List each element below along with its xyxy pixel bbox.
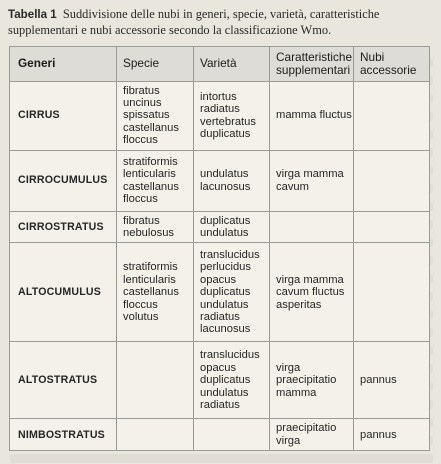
varieta-item: lacunosus — [200, 180, 251, 193]
varieta-item: perlucidus — [200, 261, 251, 274]
table-caption-label: Tabella 1 — [8, 8, 57, 21]
cell-nubi-accessorie — [354, 419, 430, 451]
varieta-item: translucidus — [200, 349, 260, 362]
table-body — [10, 81, 430, 451]
specie-item: castellanus — [123, 286, 179, 299]
specie-item: volutus — [123, 311, 159, 324]
caratteristiche-item: praecipitatio — [276, 374, 337, 387]
cell-genere — [10, 419, 117, 451]
header-caratteristiche-line-2: supplementari — [276, 62, 351, 77]
genere-label: ALTOSTRATUS — [18, 374, 98, 387]
genere-label: NIMBOSTRATUS — [18, 428, 105, 441]
specie-item: stratiformis — [123, 261, 178, 274]
caratteristiche-item: virga — [276, 434, 301, 447]
table-row — [10, 211, 430, 243]
specie-item: floccus — [123, 298, 158, 311]
table-row — [10, 150, 430, 211]
header-generi-label: Generi — [18, 56, 56, 71]
cell-caratteristiche — [270, 243, 354, 342]
caratteristiche-item: asperitas — [276, 298, 322, 311]
cell-specie — [117, 81, 194, 150]
cell-varieta — [194, 419, 270, 451]
varieta-item: duplicatus — [200, 286, 251, 299]
cell-caratteristiche — [270, 211, 354, 243]
varieta-item: undulatus — [200, 168, 249, 181]
genere-label: CIRROSTRATUS — [18, 220, 104, 233]
cell-genere — [10, 342, 117, 419]
cloud-classification-table — [9, 46, 430, 451]
header-specie-label: Specie — [123, 56, 160, 71]
caratteristiche-item: virga mamma — [276, 273, 344, 286]
caratteristiche-item: cavum — [276, 180, 309, 193]
caratteristiche-item: cavum fluctus — [276, 286, 345, 299]
specie-item: lenticularis — [123, 168, 176, 181]
header-varieta-label: Varietà — [200, 56, 237, 71]
header-varieta — [194, 47, 270, 82]
caratteristiche-item: mamma fluctus — [276, 109, 352, 122]
specie-item: nebulosus — [123, 227, 175, 240]
cell-varieta — [194, 211, 270, 243]
table-header-row — [10, 47, 430, 82]
varieta-item: translucidus — [200, 249, 260, 262]
header-generi — [10, 47, 117, 82]
varieta-item: intortus — [200, 90, 237, 103]
header-caratteristiche-line-1: Caratteristiche — [276, 50, 353, 64]
cell-caratteristiche — [270, 150, 354, 211]
varieta-item: radiatus — [200, 311, 240, 324]
cell-nubi-accessorie — [354, 243, 430, 342]
table-row — [10, 81, 430, 150]
specie-item: floccus — [123, 134, 158, 147]
table-row — [10, 243, 430, 342]
header-nubi-line-1: Nubi — [360, 50, 385, 64]
varieta-item: undulatus — [200, 227, 249, 240]
specie-item: castellanus — [123, 121, 179, 134]
varieta-item: undulatus — [200, 298, 249, 311]
cell-caratteristiche — [270, 419, 354, 451]
varieta-item: radiatus — [200, 399, 240, 412]
varieta-item: undulatus — [200, 386, 249, 399]
cell-varieta — [194, 81, 270, 150]
cell-genere — [10, 150, 117, 211]
table-row — [10, 419, 430, 451]
table-caption-text: Suddivisione delle nubi in generi, specie, varietà, caratteristiche supplementari e nubi accessorie secondo la classificazione Wmo. — [8, 7, 380, 37]
cell-caratteristiche — [270, 342, 354, 419]
specie-item: floccus — [123, 193, 158, 206]
cell-genere — [10, 211, 117, 243]
cell-specie — [117, 419, 194, 451]
specie-item: fibratus — [123, 84, 160, 97]
header-nubi-accessorie — [354, 47, 430, 82]
specie-item: spissatus — [123, 109, 170, 122]
specie-item: stratiformis — [123, 155, 178, 168]
specie-item: fibratus — [123, 214, 160, 227]
varieta-item: opacus — [200, 273, 237, 286]
header-nubi-line-2: accessorie — [360, 62, 417, 77]
varieta-item: radiatus — [200, 103, 240, 116]
cell-caratteristiche — [270, 81, 354, 150]
cell-genere — [10, 81, 117, 150]
cell-specie — [117, 211, 194, 243]
caratteristiche-item: virga — [276, 361, 301, 374]
cell-varieta — [194, 150, 270, 211]
nubi-accessorie-item: pannus — [360, 428, 397, 441]
nubi-accessorie-item: pannus — [360, 374, 397, 387]
table-row — [10, 342, 430, 419]
varieta-item: duplicatus — [200, 374, 251, 387]
genere-label: ALTOCUMULUS — [18, 286, 102, 299]
varieta-item: duplicatus — [200, 128, 251, 141]
specie-item: castellanus — [123, 180, 179, 193]
cell-nubi-accessorie — [354, 342, 430, 419]
cell-specie — [117, 243, 194, 342]
header-specie — [117, 47, 194, 82]
varieta-item: lacunosus — [200, 323, 251, 336]
cell-varieta — [194, 342, 270, 419]
cell-nubi-accessorie — [354, 81, 430, 150]
caratteristiche-item: praecipitatio — [276, 422, 337, 435]
specie-item: lenticularis — [123, 273, 176, 286]
caratteristiche-item: mamma — [276, 386, 317, 399]
caratteristiche-item: virga mamma — [276, 168, 344, 181]
table-caption — [8, 7, 434, 38]
cell-nubi-accessorie — [354, 150, 430, 211]
varieta-item: duplicatus — [200, 214, 251, 227]
specie-item: uncinus — [123, 97, 162, 109]
genere-label: CIRRUS — [18, 109, 60, 122]
header-caratteristiche — [270, 47, 354, 82]
varieta-item: opacus — [200, 361, 237, 374]
varieta-item: vertebratus — [200, 115, 256, 128]
genere-label: CIRROCUMULUS — [18, 174, 108, 187]
cell-varieta — [194, 243, 270, 342]
cell-genere — [10, 243, 117, 342]
cell-specie — [117, 342, 194, 419]
cell-specie — [117, 150, 194, 211]
cell-nubi-accessorie — [354, 211, 430, 243]
